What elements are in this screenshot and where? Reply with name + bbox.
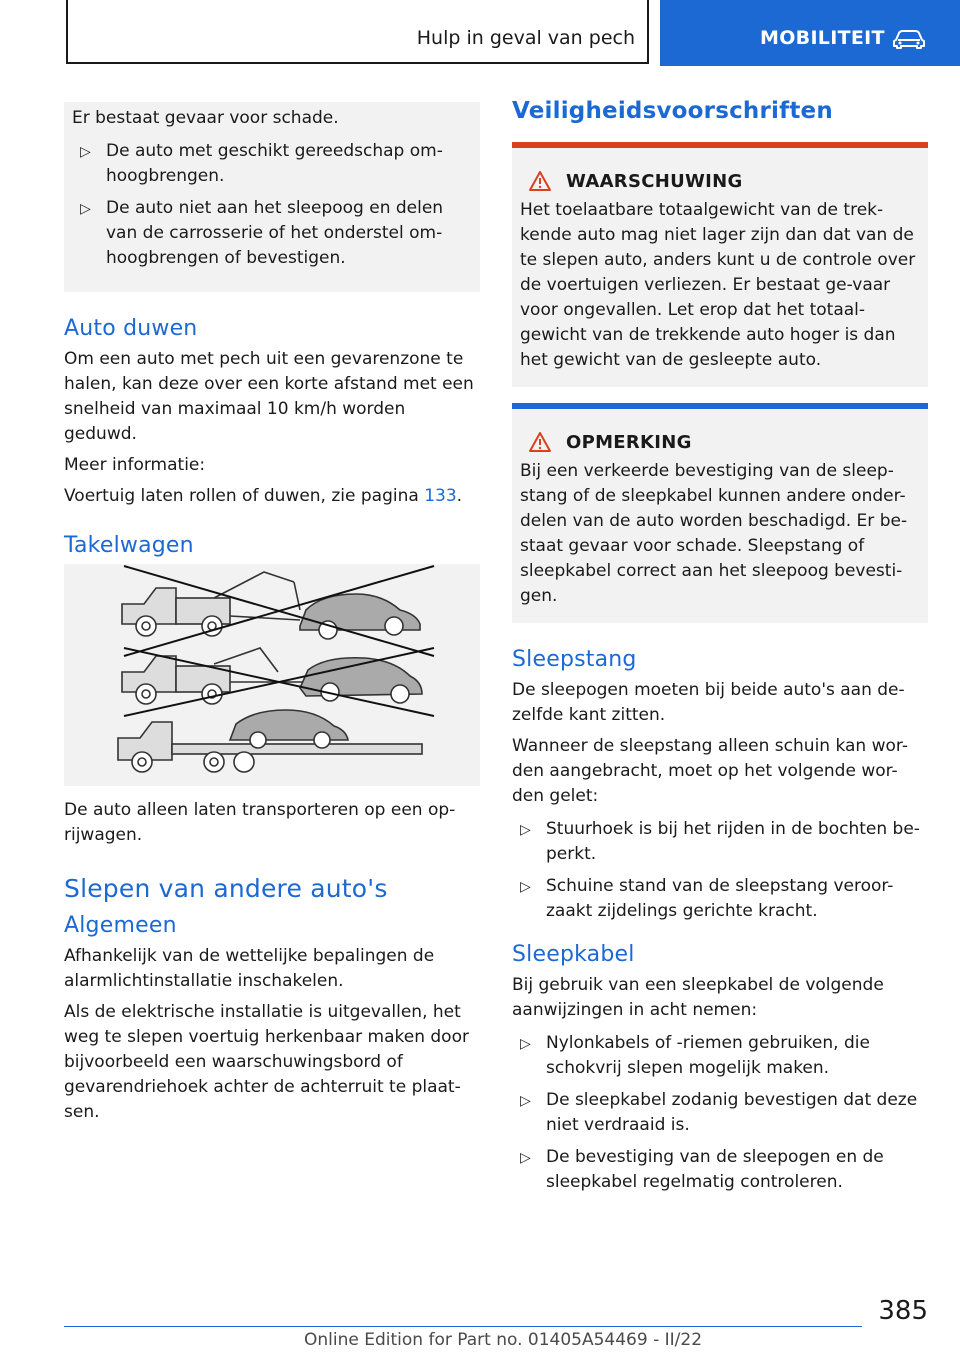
- tow-truck-illustration: [64, 564, 480, 786]
- page-header: [0, 0, 960, 66]
- takelwagen-caption: De auto alleen laten transporteren op een op-rijwagen.: [64, 800, 456, 845]
- header-section-box: [66, 0, 649, 64]
- triangle-bullet-icon: ▷: [520, 1093, 531, 1109]
- notice-bar: [512, 403, 928, 409]
- tow-truck-drawing: [64, 564, 480, 786]
- triangle-bullet-icon: ▷: [520, 822, 531, 838]
- triangle-bullet-icon: ▷: [520, 879, 531, 895]
- sleepstang-heading: Sleepstang: [512, 647, 637, 672]
- takelwagen-heading: Takelwagen: [64, 533, 194, 558]
- auto-duwen-heading: Auto duwen: [64, 316, 198, 341]
- list-item: ▷ Stuurhoek is bij het rijden in de bochten be-perkt.: [520, 819, 920, 864]
- left-column: [64, 102, 480, 1131]
- slepen-heading: Slepen van andere auto's: [64, 874, 388, 903]
- triangle-bullet-icon: ▷: [80, 201, 91, 217]
- footer-divider: [64, 1326, 862, 1327]
- list-item: ▷ De sleepkabel zodanig bevestigen dat deze niet verdraaid is.: [520, 1090, 918, 1135]
- sleepkabel-list: [512, 1031, 928, 1195]
- footer-edition: Online Edition for Part no. 01405A54469 - II/22: [304, 1330, 703, 1350]
- list-item: ▷ De auto niet aan het sleepoog en delen van de carrosserie of het onderstel om-hoogbrengen of bevestigen.: [80, 198, 444, 268]
- damage-intro: Er bestaat gevaar voor schade.: [72, 108, 339, 128]
- header-chapter-tab: [660, 0, 960, 66]
- list-item: ▷ Schuine stand van de sleepstang veroor-zaakt zijdelings gerichte kracht.: [520, 876, 894, 921]
- damage-warning-box: [64, 102, 480, 292]
- list-item: ▷ De bevestiging van de sleepogen en de sleepkabel regelmatig controleren.: [520, 1147, 884, 1192]
- auto-duwen-text: Om een auto met pech uit een gevarenzone te halen, kan deze over een korte afstand met een snelheid van maximaal 10 km/h worden geduwd.: [64, 349, 474, 444]
- triangle-bullet-icon: ▷: [520, 1036, 531, 1052]
- auto-duwen-more: Meer informatie:: [64, 455, 206, 475]
- triangle-bullet-icon: ▷: [80, 144, 91, 160]
- list-item: ▷ Nylonkabels of -riemen gebruiken, die schokvrij slepen mogelijk maken.: [520, 1033, 870, 1078]
- algemeen-heading: Algemeen: [64, 913, 177, 938]
- auto-duwen-reference: Voertuig laten rollen of duwen, zie pagina 133.: [64, 486, 463, 506]
- warning-title: WAARSCHUWING: [566, 170, 743, 192]
- notice-box: [512, 403, 928, 623]
- notice-triangle-icon: [528, 431, 552, 453]
- warning-bar: [512, 142, 928, 148]
- page-link[interactable]: 133: [424, 486, 457, 506]
- warning-box: [512, 142, 928, 387]
- warning-triangle-icon: [528, 170, 552, 192]
- header-section-title: Hulp in geval van pech: [416, 27, 635, 49]
- damage-list: [72, 139, 472, 271]
- car-icon: [892, 28, 926, 50]
- sleepstang-p2: Wanneer de sleepstang alleen schuin kan wor-den aangebracht, moet op het volgende wor-den gelet:: [512, 736, 908, 806]
- notice-text: Bij een verkeerde bevestiging van de sleep-stang of de sleepkabel kunnen andere onder-delen van de auto worden beschadigd. Er be-staat gevaar voor schade. Sleepstang of sleepkabel correct aan het sleepoog bevesti-gen.: [520, 461, 908, 606]
- page-number: 385: [878, 1296, 928, 1326]
- right-column: [512, 98, 928, 1202]
- warning-text: Het toelaatbare totaalgewicht van de trek-kende auto mag niet lager zijn dan dat van de te slepen auto, anders kunt u de controle over de voertuigen verliezen. Er bestaat ge-vaar voor ongevallen. Let erop dat het totaal-gewicht van de trekkende auto hoger is dan het gewicht van de gesleepte auto.: [520, 200, 916, 370]
- sleepkabel-p1: Bij gebruik van een sleepkabel de volgende aanwijzingen in acht nemen:: [512, 975, 884, 1020]
- sleepstang-p1: De sleepogen moeten bij beide auto's aan de-zelfde kant zitten.: [512, 680, 905, 725]
- algemeen-p2: Als de elektrische installatie is uitgevallen, het weg te slepen voertuig herkenbaar maken door bijvoorbeeld een waarschuwingsbord of gevarendriehoek achter de achterruit te plaat-sen.: [64, 1002, 469, 1122]
- list-item: ▷ De auto met geschikt gereedschap om-hoogbrengen.: [80, 141, 443, 186]
- sleepkabel-heading: Sleepkabel: [512, 942, 635, 967]
- safety-heading: Veiligheidsvoorschriften: [512, 98, 833, 124]
- triangle-bullet-icon: ▷: [520, 1150, 531, 1166]
- notice-title: OPMERKING: [566, 431, 692, 453]
- sleepstang-list: [512, 817, 928, 924]
- header-chapter-title: MOBILITEIT: [760, 27, 885, 49]
- algemeen-p1: Afhankelijk van de wettelijke bepalingen de alarmlichtinstallatie inschakelen.: [64, 946, 435, 991]
